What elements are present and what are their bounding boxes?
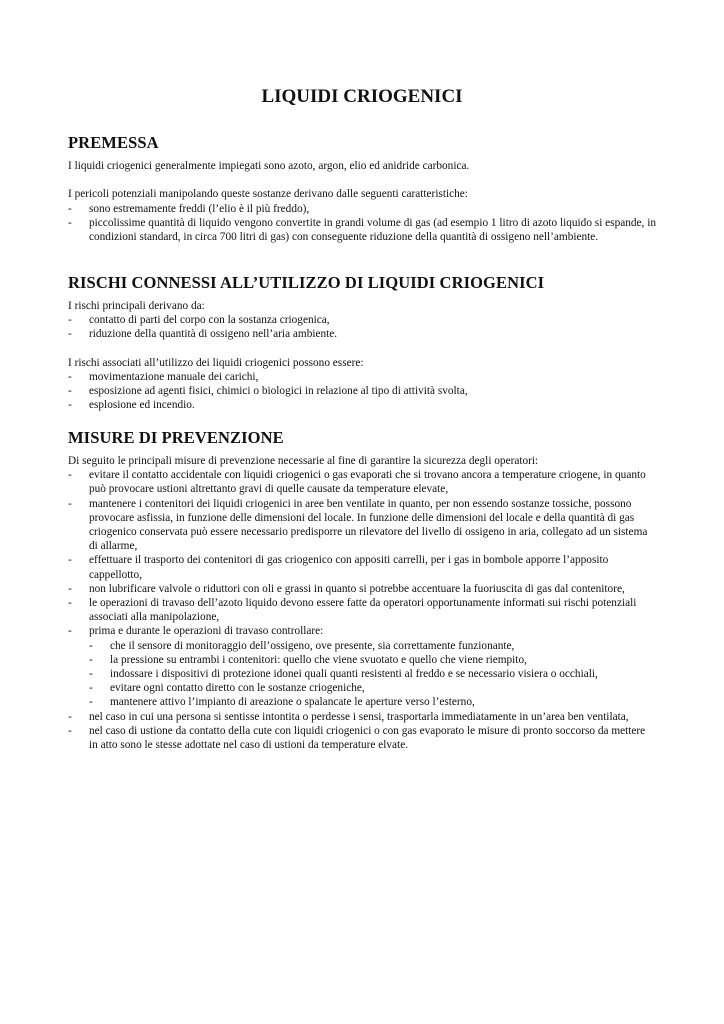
sub-list-item — [68, 653, 656, 667]
list-item-text: effettuare il trasporto dei contenitori di gas criogenico con appositi carrelli, per i gas in bombole apporre l’apposito cappellotto, — [89, 554, 609, 581]
list-item — [68, 384, 656, 398]
list-item-text: esplosione ed incendio. — [89, 399, 195, 412]
list-item-text: piccolissime quantità di liquido vengono convertite in grandi volume di gas (ad esempio 1 litro di azoto liquido si espande, in condizioni standard, in circa 700 litri di gas) con conseguente riduzione della quantità di ossigeno nell’ambiente. — [89, 216, 656, 243]
list-dash: - — [89, 696, 93, 709]
sub-list-item — [68, 667, 656, 681]
premessa-intro: I liquidi criogenici generalmente impiegati sono azoto, argon, elio ed anidride carbonica. — [68, 160, 470, 172]
list-dash: - — [68, 385, 72, 398]
list-item-text: evitare il contatto accidentale con liquidi criogenici o gas evaporati che si trovano ancora a temperature criogene, in quanto può provocare ustioni altrettanto gravi di quelle causate da temperature elevate, — [89, 469, 646, 496]
list-item-text: nel caso di ustione da contatto della cute con liquidi criogenici o con gas evaporato le misure di pronto soccorso da mettere in atto sono le stesse adottate nel caso di ustioni da temperature elvate. — [89, 724, 646, 752]
list-dash: - — [68, 371, 72, 383]
list-dash: - — [68, 216, 72, 229]
list-item — [68, 497, 656, 554]
list-item-text: evitare ogni contatto diretto con le sostanze criogeniche, — [110, 682, 365, 695]
list-item — [68, 710, 656, 724]
list-item-text: le operazioni di travaso dell’azoto liquido devono essere fatte da operatori opportunamente informati sui rischi potenziali associati alla manipolazione, — [89, 597, 637, 624]
list-dash: - — [68, 554, 72, 567]
list-dash: - — [68, 497, 72, 510]
list-dash: - — [89, 682, 93, 695]
list-item — [68, 553, 656, 581]
list-item — [68, 596, 656, 624]
list-item — [68, 327, 656, 341]
list-item-text: mantenere attivo l’impianto di areazione o spalancate le aperture verso l’esterno, — [110, 696, 475, 709]
document-title: LIQUIDI CRIOGENICI — [261, 86, 463, 107]
list-dash: - — [68, 710, 72, 723]
list-item-text: la pressione su entrambi i contenitori: quello che viene svuotato e quello che viene riempito, — [110, 653, 527, 666]
list-item-text: esposizione ad agenti fisici, chimici o biologici in relazione al tipo di attività svolta, — [89, 385, 468, 398]
list-dash: - — [68, 314, 72, 327]
section-heading-misure: MISURE DI PREVENZIONE — [68, 428, 284, 447]
list-dash: - — [89, 653, 93, 666]
list-dash: - — [68, 597, 72, 610]
rischi-intro-1: I rischi principali derivano da: — [68, 300, 205, 312]
list-item-text: movimentazione manuale dei carichi, — [89, 371, 259, 383]
premessa-pericoli: I pericoli potenziali manipolando queste sostanze derivano dalle seguenti caratteristiche: — [68, 188, 468, 201]
list-item-text: sono estremamente freddi (l’elio è il più freddo), — [89, 202, 310, 215]
section-premessa — [68, 133, 656, 244]
list-dash: - — [68, 724, 72, 737]
list-item-text: che il sensore di monitoraggio dell’ossigeno, ove presente, sia correttamente funzionante, — [110, 639, 515, 652]
list-item-text: riduzione della quantità di ossigeno nell’aria ambiente. — [89, 328, 338, 341]
sub-list-item — [68, 695, 656, 709]
section-heading-rischi: RISCHI CONNESSI ALL’UTILIZZO DI LIQUIDI CRIOGENICI — [68, 273, 545, 292]
misure-intro: Di seguito le principali misure di prevenzione necessarie al fine di garantire la sicurezza degli operatori: — [68, 455, 539, 467]
list-dash: - — [68, 328, 72, 341]
list-item-text: contatto di parti del corpo con la sostanza criogenica, — [89, 314, 330, 327]
list-dash: - — [68, 469, 72, 482]
section-heading-premessa: PREMESSA — [68, 133, 159, 152]
list-item — [68, 313, 656, 327]
list-item — [68, 468, 656, 496]
sub-list-item — [68, 639, 656, 653]
list-dash: - — [89, 639, 93, 652]
list-dash: - — [68, 625, 72, 638]
section-rischi — [68, 273, 656, 413]
list-item-text: indossare i dispositivi di protezione idonei quali quanti resistenti al freddo e se necessario visiera o occhiali, — [110, 668, 598, 681]
list-item-text: mantenere i contenitori dei liquidi criogenici in aree ben ventilate in quanto, per non essendo sostanze tossiche, possono provocare asfissia, in funzione delle dimensioni del locale. In funzione delle dimensioni del locale e della quantità di gas criogenico conservata può essere necessario predisporre un rilevatore del livello di ossigeno in aria, collegato ad un sistema di allarme, — [89, 497, 648, 553]
list-item — [68, 724, 656, 752]
list-item — [68, 370, 656, 384]
list-item-text: non lubrificare valvole o riduttori con oli e grassi in quanto si potrebbe accentuare la fuoriuscita di gas dal contenitore, — [89, 582, 625, 595]
section-misure — [68, 428, 656, 752]
list-item — [68, 202, 656, 216]
rischi-intro-2: I rischi associati all’utilizzo dei liquidi criogenici possono essere: — [68, 356, 364, 369]
list-item-text: prima e durante le operazioni di travaso controllare: — [89, 625, 324, 638]
list-dash: - — [68, 399, 72, 412]
list-item — [68, 398, 656, 412]
list-item — [68, 216, 656, 244]
list-dash: - — [89, 668, 93, 681]
sub-list-item — [68, 681, 656, 695]
list-dash: - — [68, 202, 72, 215]
list-item-text: nel caso in cui una persona si sentisse intontita o perdesse i sensi, trasportarla immediatamente in un’area ben ventilata, — [89, 710, 629, 723]
list-dash: - — [68, 582, 72, 595]
list-item — [68, 582, 656, 596]
list-item — [68, 624, 656, 638]
